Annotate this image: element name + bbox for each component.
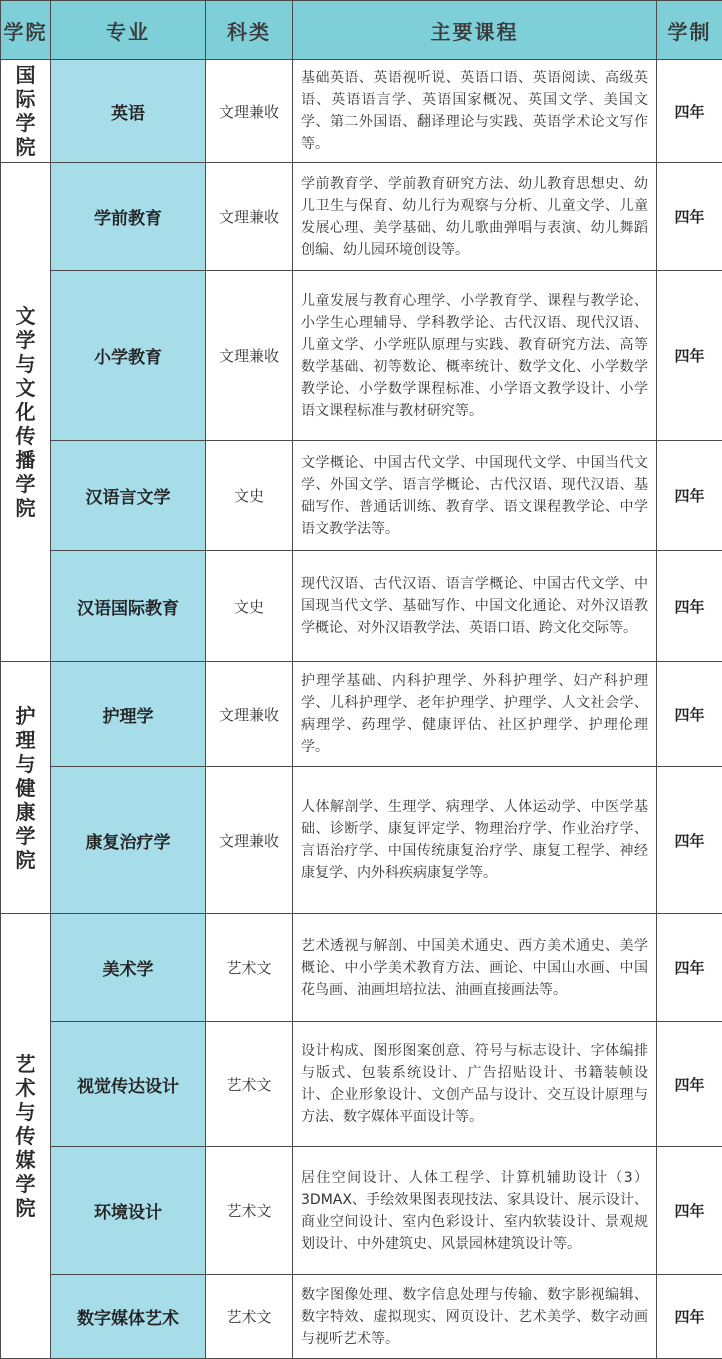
major-duration: 四年 <box>657 767 722 914</box>
major-courses: 文学概论、中国古代文学、中国现代文学、中国当代文学、外国文学、语言学概论、古代汉语、现代汉语、基础写作、普通话训练、教育学、语文课程教学论、中学语文教学法等。 <box>293 441 657 551</box>
major-name: 环境设计 <box>51 1147 206 1275</box>
major-name: 数字媒体艺术 <box>51 1275 206 1359</box>
major-name: 学前教育 <box>51 163 206 271</box>
major-courses: 学前教育学、学前教育研究方法、幼儿教育思想史、幼儿卫生与保育、幼儿行为观察与分析、儿童文学、儿童发展心理、美学基础、幼儿歌曲弹唱与表演、幼儿舞蹈创编、幼儿园环境创设等。 <box>293 163 657 271</box>
major-duration: 四年 <box>657 1275 722 1359</box>
table-row <box>1 914 722 1022</box>
major-courses: 护理学基础、内科护理学、外科护理学、妇产科护理学、儿科护理学、老年护理学、护理学、人文社会学、病理学、药理学、健康评估、社区护理学、护理伦理学。 <box>293 662 657 767</box>
table-row <box>1 662 722 767</box>
major-duration: 四年 <box>657 551 722 662</box>
major-name: 康复治疗学 <box>51 767 206 914</box>
table-row <box>1 1147 722 1275</box>
major-courses: 数字图像处理、数字信息处理与传输、数字影视编辑、数字特效、虚拟现实、网页设计、艺术美学、数字动画与视听艺术等。 <box>293 1275 657 1359</box>
major-courses: 现代汉语、古代汉语、语言学概论、中国古代文学、中国现当代文学、基础写作、中国文化通论、对外汉语教学概论、对外汉语教学法、英语口语、跨文化交际等。 <box>293 551 657 662</box>
major-category: 艺术文 <box>206 1147 293 1275</box>
header-category: 科类 <box>206 1 293 60</box>
header-major: 专业 <box>51 1 206 60</box>
major-courses: 基础英语、英语视听说、英语口语、英语阅读、高级英语、英语语言学、英语国家概况、英国文学、美国文学、第二外国语、翻译理论与实践、英语学术论文写作等。 <box>293 60 657 163</box>
major-category: 艺术文 <box>206 1275 293 1359</box>
major-courses: 儿童发展与教育心理学、小学教育学、课程与教学论、小学生心理辅导、学科教学论、古代汉语、现代汉语、儿童文学、小学班队原理与实践、教育研究方法、高等数学基础、初等数论、概率统计、数学文化、小学数学教学论、小学数学课程标准、小学语文教学设计、小学语文课程标准与教材研究等。 <box>293 271 657 441</box>
college-name: 国际学院 <box>1 60 51 163</box>
header-courses: 主要课程 <box>293 1 657 60</box>
major-duration: 四年 <box>657 60 722 163</box>
college-name: 护理与健康学院 <box>1 662 51 914</box>
major-courses: 人体解剖学、生理学、病理学、人体运动学、中医学基础、诊断学、康复评定学、物理治疗学、作业治疗学、言语治疗学、中国传统康复治疗学、康复工程学、神经康复学、内外科疾病康复学等。 <box>293 767 657 914</box>
major-name: 美术学 <box>51 914 206 1022</box>
major-category: 文史 <box>206 551 293 662</box>
major-name: 视觉传达设计 <box>51 1022 206 1147</box>
major-courses: 艺术透视与解剖、中国美术通史、西方美术通史、美学概论、中小学美术教育方法、画论、中国山水画、中国花鸟画、油画坦培拉法、油画直接画法等。 <box>293 914 657 1022</box>
major-category: 艺术文 <box>206 914 293 1022</box>
major-name: 汉语言文学 <box>51 441 206 551</box>
major-courses: 居住空间设计、人体工程学、计算机辅助设计（3）3DMAX、手绘效果图表现技法、家具设计、展示设计、商业空间设计、室内色彩设计、室内软装设计、景观规划设计、中外建筑史、风景园林建筑设计等。 <box>293 1147 657 1275</box>
major-courses: 设计构成、图形图案创意、符号与标志设计、字体编排与版式、包装系统设计、广告招贴设计、书籍装帧设计、企业形象设计、文创产品与设计、交互设计原理与方法、数字媒体平面设计等。 <box>293 1022 657 1147</box>
table-row <box>1 441 722 551</box>
major-name: 英语 <box>51 60 206 163</box>
major-duration: 四年 <box>657 441 722 551</box>
major-duration: 四年 <box>657 1147 722 1275</box>
major-duration: 四年 <box>657 271 722 441</box>
major-duration: 四年 <box>657 1022 722 1147</box>
major-category: 文史 <box>206 441 293 551</box>
major-category: 文理兼收 <box>206 662 293 767</box>
major-category: 文理兼收 <box>206 163 293 271</box>
major-duration: 四年 <box>657 914 722 1022</box>
header-row <box>1 1 722 60</box>
college-name: 艺术与传媒学院 <box>1 914 51 1359</box>
major-name: 小学教育 <box>51 271 206 441</box>
table-row <box>1 767 722 914</box>
major-category: 艺术文 <box>206 1022 293 1147</box>
college-name: 文学与文化传播学院 <box>1 163 51 662</box>
major-name: 汉语国际教育 <box>51 551 206 662</box>
major-category: 文理兼收 <box>206 271 293 441</box>
table-row <box>1 271 722 441</box>
major-category: 文理兼收 <box>206 60 293 163</box>
table-row <box>1 1275 722 1359</box>
major-duration: 四年 <box>657 163 722 271</box>
table-row <box>1 163 722 271</box>
header-college: 学院 <box>1 1 51 60</box>
major-duration: 四年 <box>657 662 722 767</box>
major-category: 文理兼收 <box>206 767 293 914</box>
header-duration: 学制 <box>657 1 722 60</box>
table-row <box>1 60 722 163</box>
table-row <box>1 1022 722 1147</box>
table-row <box>1 551 722 662</box>
major-name: 护理学 <box>51 662 206 767</box>
